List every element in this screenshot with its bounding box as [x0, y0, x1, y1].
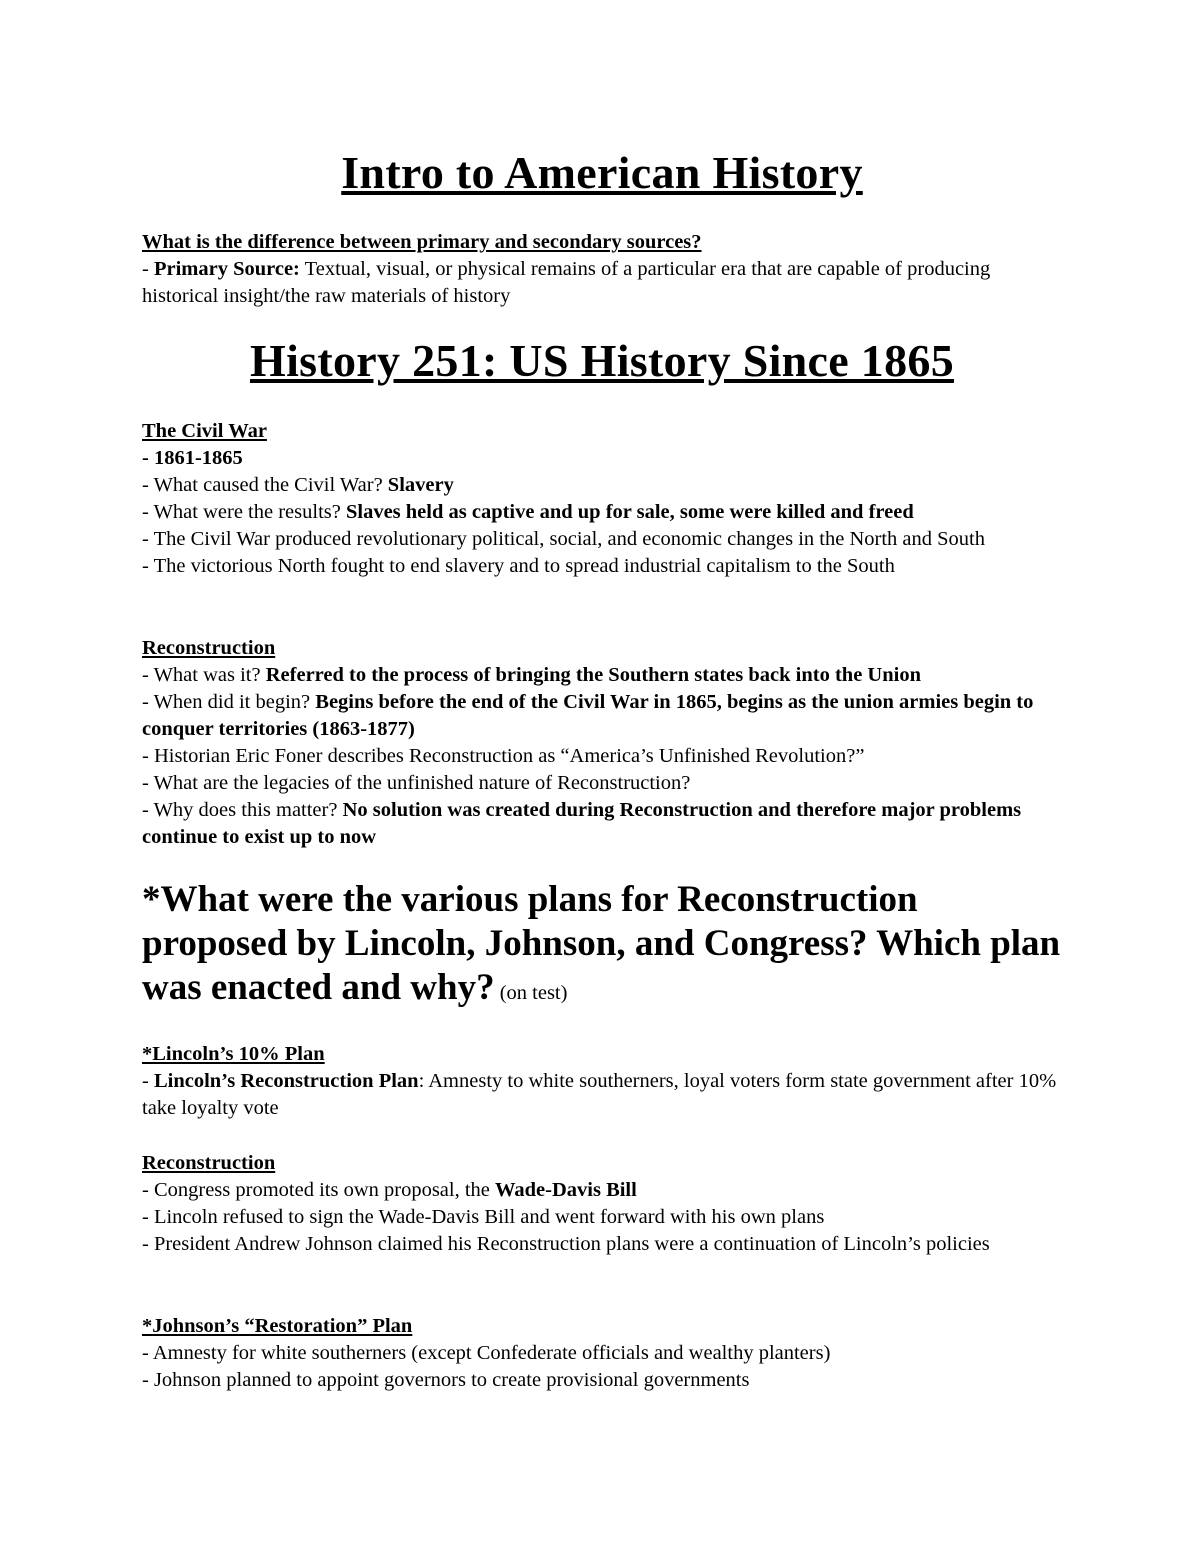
reconstruction-what-line	[142, 662, 1062, 689]
reconstruction-heading: Reconstruction	[142, 637, 276, 659]
lincoln-plan-text: : Amnesty to white southerners, loyal voters form state government after 10% take loyalty vote	[142, 1070, 1057, 1119]
civil-war-cause-line	[142, 472, 1062, 499]
reconstruction-congress-heading: Reconstruction	[142, 1152, 276, 1174]
sources-section	[142, 229, 1062, 310]
civil-war-section	[142, 418, 1062, 580]
civil-war-results-question: - What were the results?	[142, 501, 346, 523]
civil-war-heading: The Civil War	[142, 420, 267, 442]
plans-question	[142, 878, 1062, 1015]
on-test-note: (on test)	[494, 982, 568, 1004]
wade-davis-line	[142, 1177, 1062, 1204]
page-title: Intro to American History	[341, 147, 863, 198]
why-matter-answer: No solution was created during Reconstruction and therefore major problems continue to exist up to now	[142, 799, 1022, 848]
lincoln-plan-label: Lincoln’s Reconstruction Plan	[153, 1070, 419, 1092]
legacies-line: - What are the legacies of the unfinished nature of Reconstruction?	[142, 772, 691, 794]
course-title: History 251: US History Since 1865	[250, 335, 954, 386]
civil-war-changes-line: - The Civil War produced revolutionary political, social, and economic changes in the North and South	[142, 528, 986, 550]
lincoln-prefix: -	[142, 1070, 154, 1092]
reconstruction-what-question: - What was it?	[142, 664, 266, 686]
reconstruction-what-answer: Referred to the process of bringing the Southern states back into the Union	[265, 664, 921, 686]
primary-source-text: Textual, visual, or physical remains of a particular era that are capable of producing historical insight/the raw materials of history	[142, 258, 991, 307]
why-matter-question: - Why does this matter?	[142, 799, 343, 821]
reconstruction-when-line	[142, 689, 1062, 743]
lincoln-plan-line	[142, 1068, 1062, 1122]
reconstruction-when-question: - When did it begin?	[142, 691, 316, 713]
johnson-claimed-line: - President Andrew Johnson claimed his Reconstruction plans were a continuation of Lincoln’s policies	[142, 1233, 990, 1255]
johnson-plan-section	[142, 1313, 1062, 1394]
primary-prefix: -	[142, 258, 154, 280]
civil-war-years: - 1861-1865	[142, 447, 243, 469]
sources-question: What is the difference between primary and secondary sources?	[142, 231, 702, 253]
reconstruction-section	[142, 635, 1062, 851]
civil-war-cause-question: - What caused the Civil War?	[142, 474, 388, 496]
civil-war-results-line	[142, 499, 1062, 526]
reconstruction-when-answer: Begins before the end of the Civil War in 1865, begins as the union armies begin to conquer territories (1863-1877)	[142, 691, 1034, 740]
lincoln-plan-heading: *Lincoln’s 10% Plan	[142, 1043, 325, 1065]
primary-source-label: Primary Source:	[153, 258, 300, 280]
lincoln-plan-section	[142, 1041, 1062, 1122]
civil-war-results-answer: Slaves held as captive and up for sale, some were killed and freed	[345, 501, 914, 523]
civil-war-north-line: - The victorious North fought to end slavery and to spread industrial capitalism to the South	[142, 555, 895, 577]
reconstruction-congress-section	[142, 1150, 1062, 1258]
lincoln-refused-line: - Lincoln refused to sign the Wade-Davis Bill and went forward with his own plans	[142, 1206, 825, 1228]
johnson-plan-heading: *Johnson’s “Restoration” Plan	[142, 1315, 413, 1337]
primary-source-line	[142, 256, 1062, 310]
foner-line: - Historian Eric Foner describes Reconstruction as “America’s Unfinished Revolution?”	[142, 745, 865, 767]
johnson-amnesty-line: - Amnesty for white southerners (except Confederate officials and wealthy planters)	[142, 1342, 831, 1364]
johnson-governors-line: - Johnson planned to appoint governors to create provisional governments	[142, 1369, 750, 1391]
wade-davis-text: - Congress promoted its own proposal, the	[142, 1179, 496, 1201]
plans-question-text: *What were the various plans for Reconstruction proposed by Lincoln, Johnson, and Congress? Which plan was enacted and why?	[142, 879, 1061, 1008]
wade-davis-bill: Wade-Davis Bill	[495, 1179, 637, 1201]
why-matter-line	[142, 797, 1062, 851]
civil-war-cause-answer: Slavery	[387, 474, 454, 496]
